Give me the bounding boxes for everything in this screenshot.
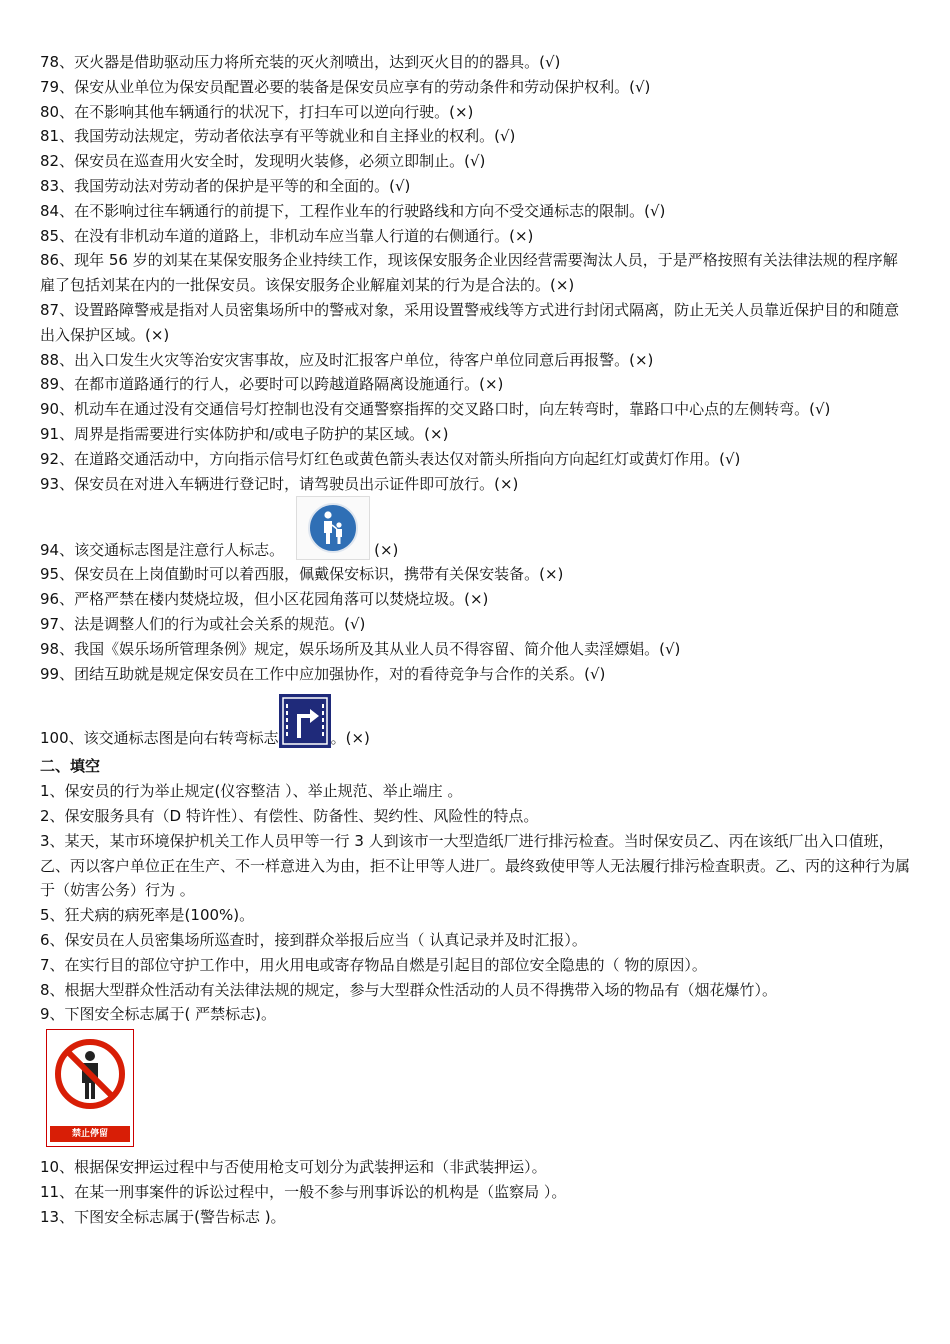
fill-item: 1、保安员的行为举止规定(仪容整洁 ）、举止规范、举止端庄 。: [40, 782, 463, 801]
question-item: 91、周界是指需要进行实体防护和/或电子防护的某区域。(×): [40, 424, 449, 443]
question-item: 85、在没有非机动车道的道路上，非机动车应当靠人行道的右侧通行。(×): [40, 226, 534, 245]
question-item: 80、在不影响其他车辆通行的状况下，打扫车可以逆向行驶。(×): [40, 102, 474, 121]
question-item: 93、保安员在对进入车辆进行登记时，请驾驶员出示证件即可放行。(×): [40, 474, 519, 493]
question-item: 99、团结互助就是规定保安员在工作中应加强协作，对的看待竞争与合作的关系。(√): [40, 664, 606, 683]
question-item: 86、现年 56 岁的刘某在某保安服务企业持续工作，现该保安服务企业因经营需要淘汰人员，于是严格按照有关法律法规的程序解雇了包括刘某在内的一批保安员。该保安服务企业解雇刘某的行为是合法的。(×): [40, 251, 898, 295]
fill-in-list-2: [40, 1155, 912, 1229]
question-item: 98、我国《娱乐场所管理条例》规定，娱乐场所及其从业人员不得容留、简介他人卖淫嫖娼。(√): [40, 639, 681, 658]
fill-item: 11、在某一刑事案件的诉讼过程中，一般不参与刑事诉讼的机构是（监察局 ）。: [40, 1182, 567, 1201]
fill-item: 8、根据大型群众性活动有关法律法规的规定，参与大型群众性活动的人员不得携带入场的物品有（烟花爆竹）。: [40, 980, 778, 999]
question-item: 87、设置路障警戒是指对人员密集场所中的警戒对象，采用设置警戒线等方式进行封闭式隔离，防止无关人员靠近保护目的和随意出入保护区域。(×): [40, 300, 900, 344]
right-turn-sign-icon: [279, 694, 331, 748]
question-item: 78、灭火器是借助驱动压力将所充装的灭火剂喷出，达到灭火目的的器具。(√): [40, 53, 561, 71]
question-item: 95、保安员在上岗值勤时可以着西服，佩戴保安标识，携带有关保安装备。(×): [40, 565, 564, 584]
document-page: [40, 50, 912, 1229]
prohibit-sign-label: 禁止停留: [50, 1126, 130, 1142]
question-item: 92、在道路交通活动中，方向指示信号灯红色或黄色箭头表达仅对箭头所指向方向起红灯或黄灯作用。(√): [40, 449, 741, 468]
no-stopping-person-sign-icon: [46, 1029, 134, 1147]
pedestrian-sign-icon: [296, 496, 370, 560]
question-item: 96、严格严禁在楼内焚烧垃圾，但小区花园角落可以焚烧垃圾。(×): [40, 590, 489, 609]
fill-item: 6、保安员在人员密集场所巡查时，接到群众举报后应当（ 认真记录并及时汇报）。: [40, 930, 587, 949]
question-item: 81、我国劳动法规定，劳动者依法享有平等就业和自主择业的权利。(√): [40, 127, 516, 146]
true-false-list-2: [40, 562, 912, 686]
item-100-answer: 。(×): [330, 728, 370, 747]
question-item: 82、保安员在巡查用火安全时，发现明火装修，必须立即制止。(√): [40, 152, 486, 171]
fill-item: 3、某天，某市环境保护机关工作人员甲等一行 3 人到该市一大型造纸厂进行排污检查。当时保安员乙、丙在该纸厂出入口值班，乙、丙以客户单位正在生产、不一样意进入为由，拒不让甲等人进厂。最终致使甲等人无法履行排污检查职责。乙、丙的这种行为属于（妨害公务）行为 。: [40, 831, 911, 900]
fill-item: 13、下图安全标志属于(警告标志 )。: [40, 1207, 286, 1226]
fill-item: 7、在实行目的部位守护工作中，用火用电或寄存物品自燃是引起目的部位安全隐患的（ 物的原因）。: [40, 955, 707, 974]
fill-item: 5、狂犬病的病死率是(100%)。: [40, 906, 255, 925]
true-false-list: [40, 50, 912, 496]
item-94-text: 94、该交通标志图是注意行人标志。: [40, 540, 285, 559]
item-100: [40, 694, 912, 750]
item-94: [40, 496, 912, 562]
fill-item: 2、保安服务具有（D 特许性）、有偿性、防备性、契约性、风险性的特点。: [40, 806, 539, 825]
section-2-title: 二、填空: [40, 757, 101, 776]
question-item: 89、在都市道路通行的行人，必要时可以跨越道路隔离设施通行。(×): [40, 375, 504, 394]
fill-item: 9、下图安全标志属于( 严禁标志)。: [40, 1005, 277, 1024]
item-100-text: 100、该交通标志图是向右转弯标志: [40, 728, 279, 747]
question-item: 88、出入口发生火灾等治安灾害事故，应及时汇报客户单位，待客户单位同意后再报警。(×): [40, 350, 654, 369]
question-item: 97、法是调整人们的行为或社会关系的规范。(√): [40, 614, 366, 633]
question-item: 79、保安从业单位为保安员配置必要的装备是保安员应享有的劳动条件和劳动保护权利。(√): [40, 77, 651, 96]
question-item: 90、机动车在通过没有交通信号灯控制也没有交通警察指挥的交叉路口时，向左转弯时，靠路口中心点的左侧转弯。(√): [40, 400, 831, 419]
fill-in-list: [40, 779, 912, 1027]
item-94-answer: (×): [374, 540, 399, 559]
question-item: 84、在不影响过往车辆通行的前提下，工程作业车的行驶路线和方向不受交通标志的限制。(√): [40, 201, 666, 220]
question-item: 83、我国劳动法对劳动者的保护是平等的和全面的。(√): [40, 176, 411, 195]
fill-item: 10、根据保安押运过程中与否使用枪支可划分为武装押运和（非武装押运）。: [40, 1158, 547, 1177]
